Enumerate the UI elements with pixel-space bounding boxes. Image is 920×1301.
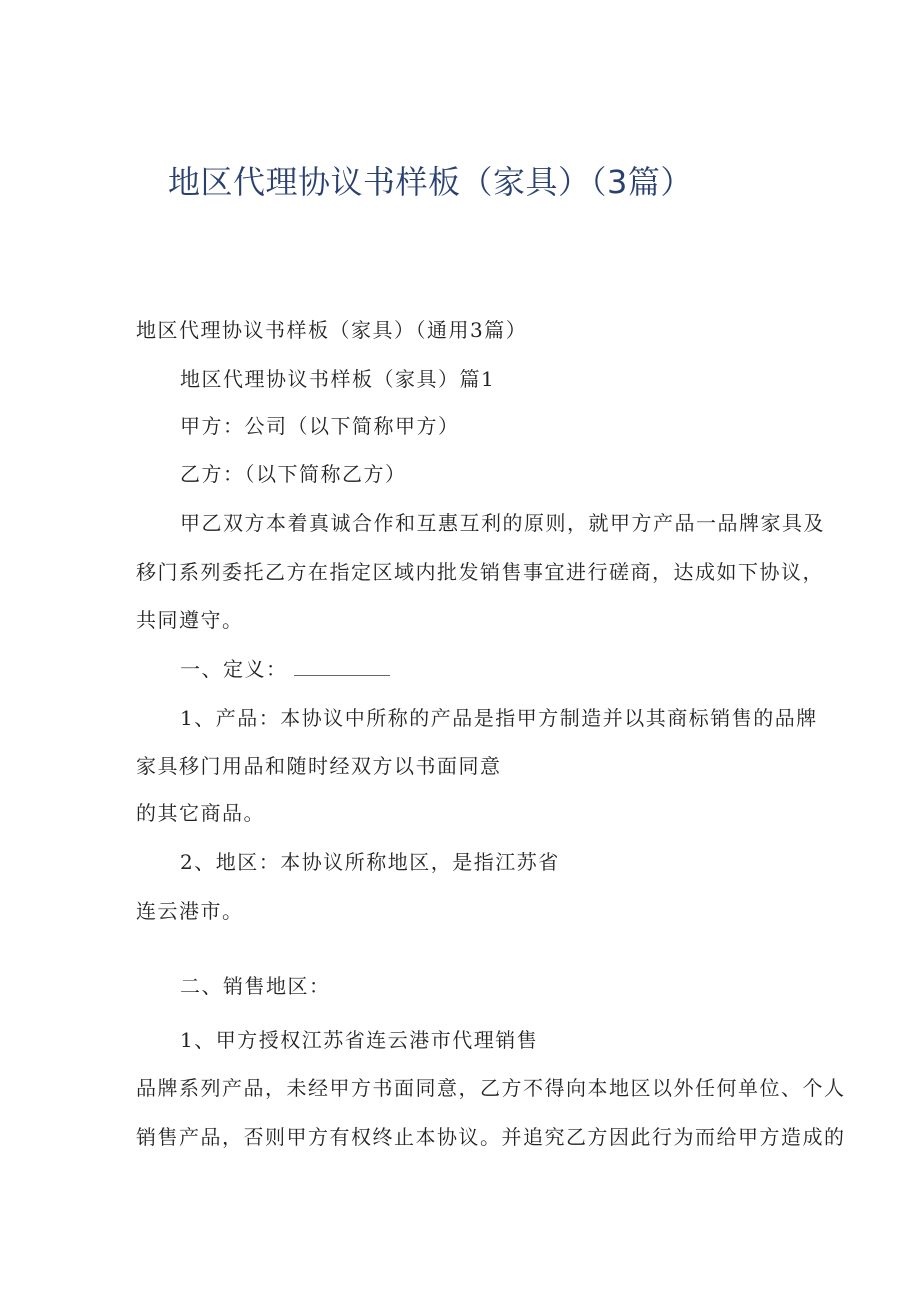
- sales-line: 品牌系列产品，未经甲方书面同意，乙方不得向本地区以外任何单位、个人: [136, 1076, 846, 1100]
- definition-line: 家具移门用品和随时经双方以书面同意: [136, 754, 502, 778]
- definition-line: 连云港市。: [136, 899, 244, 923]
- sales-line: 1、甲方授权江苏省连云港市代理销售: [180, 1028, 539, 1052]
- party-b-line: 乙方：（以下简称乙方）: [180, 462, 407, 486]
- definition-line: 2、地区：本协议所称地区，是指江苏省: [180, 850, 560, 874]
- definition-line: 1、产品：本协议中所称的产品是指甲方制造并以其商标销售的品牌: [180, 706, 818, 730]
- section-heading: 地区代理协议书样板（家具）篇1: [180, 367, 496, 391]
- intro-paragraph-line: 甲乙双方本着真诚合作和互惠互利的原则，就甲方产品一品牌家具及: [180, 511, 825, 535]
- document-subtitle: 地区代理协议书样板（家具）（通用3篇）: [136, 318, 528, 342]
- definition-line: 的其它商品。: [136, 801, 265, 825]
- intro-paragraph-line: 共同遵守。: [136, 608, 244, 632]
- blank-underline: [294, 659, 390, 676]
- definitions-heading: 一、定义：: [180, 657, 288, 681]
- sales-heading: 二、销售地区：: [180, 974, 331, 998]
- party-a-line: 甲方：公司（以下简称甲方）: [180, 414, 460, 438]
- definitions-heading-row: [180, 655, 390, 683]
- document-title: 地区代理协议书样板（家具）（3篇）: [168, 163, 693, 201]
- intro-paragraph-line: 移门系列委托乙方在指定区域内批发销售事宜进行磋商，达成如下协议，: [136, 560, 824, 584]
- sales-line: 销售产品，否则甲方有权终止本协议。并追究乙方因此行为而给甲方造成的: [136, 1125, 846, 1149]
